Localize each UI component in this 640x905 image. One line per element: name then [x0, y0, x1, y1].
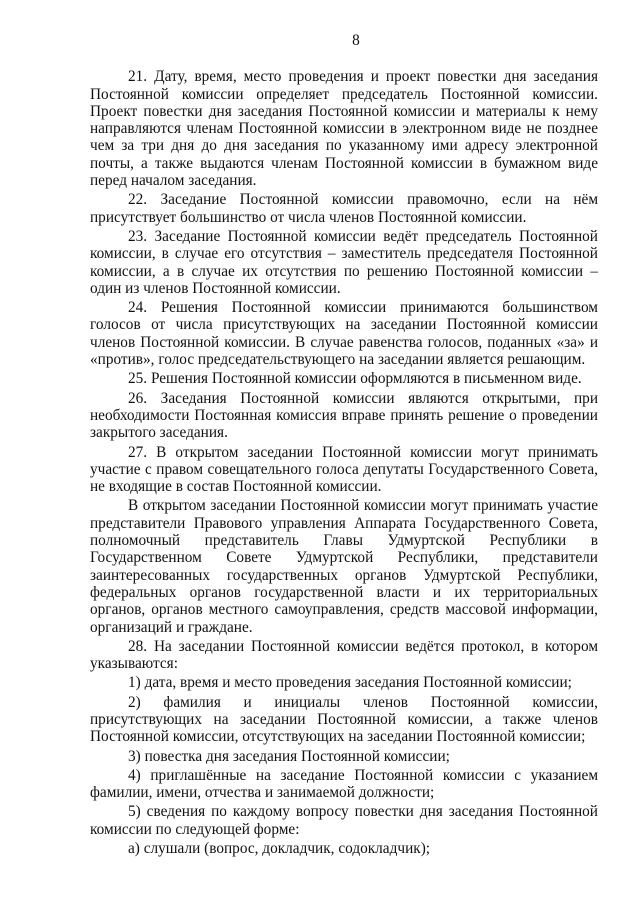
paragraph-22: 22. Заседание Постоянной комиссии правомочно, если на нём присутствует большинство от числа членов Постоянной комиссии. [90, 191, 598, 226]
document-body [90, 68, 598, 857]
sub-item-a: а) слушали (вопрос, докладчик, содокладчик); [128, 840, 431, 858]
paragraph-23: 23. Заседание Постоянной комиссии ведёт председатель Постоянной комиссии, в случае его отсутствия – заместитель председателя Постоянной комиссии, а в случае их отсутствия по решению Постоянной комиссии – один из членов Постоянной комиссии. [90, 227, 598, 297]
list-item-2: 2) фамилия и инициалы членов Постоянной комиссии, присутствующих на заседании Постоянной комиссии, а также членов Постоянной комиссии, отсутствующих на заседании Постоянной комиссии; [90, 693, 598, 746]
list-item-1: 1) дата, время и место проведения заседания Постоянной комиссии; [128, 674, 572, 692]
paragraph-26: 26. Заседания Постоянной комиссии являются открытыми, при необходимости Постоянная комиссия вправе принять решение о проведении закрытого заседания. [90, 389, 598, 442]
paragraph-21: 21. Дату, время, место проведения и проект повестки дня заседания Постоянной комиссии определяет председатель Постоянной комиссии. Проект повестки дня заседания Постоянной комиссии и материалы к нему направляются членам Постоянной комиссии в электронном виде не позднее чем за три дня до дня заседания по указанному ими адресу электронной почты, а также выдаются членам Постоянной комиссии в бумажном виде перед началом заседания. [90, 68, 598, 190]
list-item-3: 3) повестка дня заседания Постоянной комиссии; [128, 747, 450, 765]
paragraph-27: 27. В открытом заседании Постоянной комиссии могут принимать участие с правом совещательного голоса депутаты Государственного Совета, не входящие в состав Постоянной комиссии. [90, 443, 598, 496]
list-item-5: 5) сведения по каждому вопросу повестки дня заседания Постоянной комиссии по следующей форме: [90, 803, 598, 838]
paragraph-25: 25. Решения Постоянной комиссии оформляются в письменном виде. [128, 370, 582, 388]
paragraph-28: 28. На заседании Постоянной комиссии ведётся протокол, в котором указываются: [90, 637, 598, 673]
page-number: 8 [352, 32, 360, 49]
list-item-4: 4) приглашённые на заседание Постоянной комиссии с указанием фамилии, имени, отчества и занимаемой должности; [90, 766, 598, 802]
paragraph-24: 24. Решения Постоянной комиссии принимаются большинством голосов от числа присутствующих на заседании Постоянной комиссии членов Постоянной комиссии. В случае равенства голосов, поданных «за» и «против», голос председательствующего на заседании является решающим. [90, 299, 598, 369]
paragraph-27-continuation: В открытом заседании Постоянной комиссии могут принимать участие представители Правового управления Аппарата Государственного Совета, полномочный представитель Главы Удмуртской Республики в Государственном Совете Удмуртской Республики, представители заинтересованных государственных органов Удмуртской Республики, федеральных органов государственной власти и их территориальных органов, органов местного самоуправления, средств массовой информации, организаций и граждане. [90, 497, 598, 636]
